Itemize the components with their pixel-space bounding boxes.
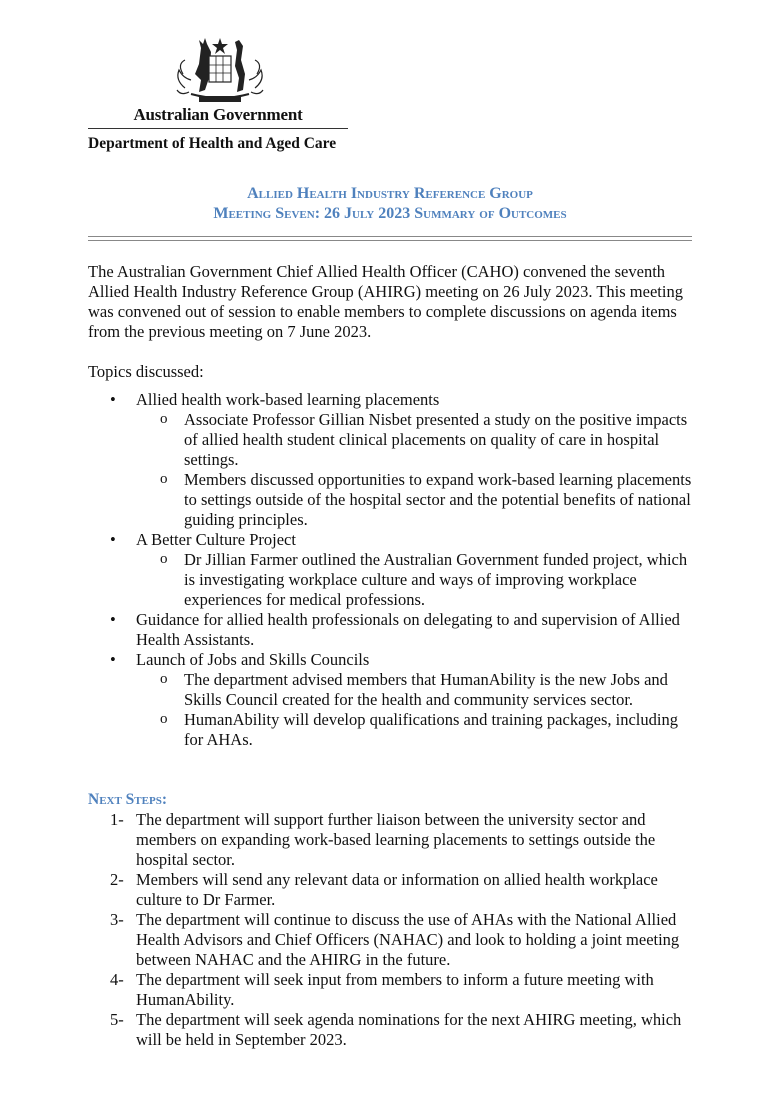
bullet-icon: • — [110, 530, 116, 549]
intro-text: The Australian Government Chief Allied Health Officer (CAHO) convened the seventh Allied Health Industry Reference Group (AHIRG) meeting on 26 July 2023. This meeting was convened out of session to enable members to complete discussions on agenda items from the previous meeting on 7 June 2023. — [88, 262, 683, 341]
department-name: Department of Health and Aged Care — [88, 135, 337, 152]
coat-of-arms-icon — [165, 30, 275, 110]
sub-bullet-icon: o — [160, 711, 168, 727]
topic-label: Guidance for allied health professionals on delegating to and supervision of Allied Health Assistants. — [136, 610, 680, 649]
sub-item-text: Dr Jillian Farmer outlined the Australian Government funded project, which is investigating workplace culture and ways of improving workplace experiences for medical professions. — [184, 550, 688, 609]
sub-list-item — [88, 550, 698, 610]
intro-paragraph — [88, 262, 698, 342]
bullet-icon: • — [110, 390, 116, 409]
step-number: 1- — [110, 810, 124, 829]
topic-label: Allied health work-based learning placements — [136, 390, 440, 409]
sub-item-text: Members discussed opportunities to expand work-based learning placements to settings outside of the hospital sector and the potential benefits of national guiding principles. — [184, 470, 692, 529]
step-text: The department will seek input from members to inform a future meeting with HumanAbility. — [136, 970, 654, 1009]
step-number: 2- — [110, 870, 124, 889]
sub-list-item — [88, 710, 698, 750]
sub-list-item — [88, 670, 698, 710]
list-item — [88, 530, 698, 550]
document-title: Allied Health Industry Reference Group — [247, 185, 533, 202]
sub-item-text: The department advised members that HumanAbility is the new Jobs and Skills Council created for the health and community services sector. — [184, 670, 668, 709]
title-divider — [88, 236, 692, 241]
step-number: 3- — [110, 910, 124, 929]
next-steps-heading: Next Steps: — [88, 791, 167, 808]
header-divider — [88, 128, 348, 129]
bullet-icon: • — [110, 610, 116, 629]
list-item — [88, 810, 698, 870]
list-item — [88, 970, 698, 1010]
step-number: 4- — [110, 970, 124, 989]
sub-list-item — [88, 470, 698, 530]
document-subtitle: Meeting Seven: 26 July 2023 Summary of Outcomes — [213, 205, 567, 222]
list-item — [88, 870, 698, 910]
list-item — [88, 910, 698, 970]
topic-label: A Better Culture Project — [136, 530, 296, 549]
sub-bullet-icon: o — [160, 471, 168, 487]
topics-list — [88, 390, 698, 750]
sub-bullet-icon: o — [160, 411, 168, 427]
list-item — [88, 650, 698, 670]
step-text: The department will continue to discuss the use of AHAs with the National Allied Health Advisors and Chief Officers (NAHAC) and look to holding a joint meeting between NAHAC and the AHIRG in the future. — [136, 910, 680, 969]
list-item — [88, 1010, 698, 1050]
step-text: The department will support further liaison between the university sector and members on expanding work-based learning placements to settings outside the hospital sector. — [136, 810, 656, 869]
government-name: Australian Government — [133, 105, 303, 124]
sub-item-text: HumanAbility will develop qualifications and training packages, including for AHAs. — [184, 710, 678, 749]
next-steps-list — [88, 810, 698, 1050]
sub-bullet-icon: o — [160, 551, 168, 567]
sub-bullet-icon: o — [160, 671, 168, 687]
step-text: Members will send any relevant data or information on allied health workplace culture to Dr Farmer. — [136, 870, 658, 909]
step-number: 5- — [110, 1010, 124, 1029]
step-text: The department will seek agenda nominations for the next AHIRG meeting, which will be held in September 2023. — [136, 1010, 682, 1049]
list-item — [88, 610, 698, 650]
topics-label: Topics discussed: — [88, 362, 204, 381]
bullet-icon: • — [110, 650, 116, 669]
list-item — [88, 390, 698, 410]
sub-item-text: Associate Professor Gillian Nisbet presented a study on the positive impacts of allied health student clinical placements on quality of care in hospital settings. — [184, 410, 688, 469]
sub-list-item — [88, 410, 698, 470]
topic-label: Launch of Jobs and Skills Councils — [136, 650, 370, 669]
